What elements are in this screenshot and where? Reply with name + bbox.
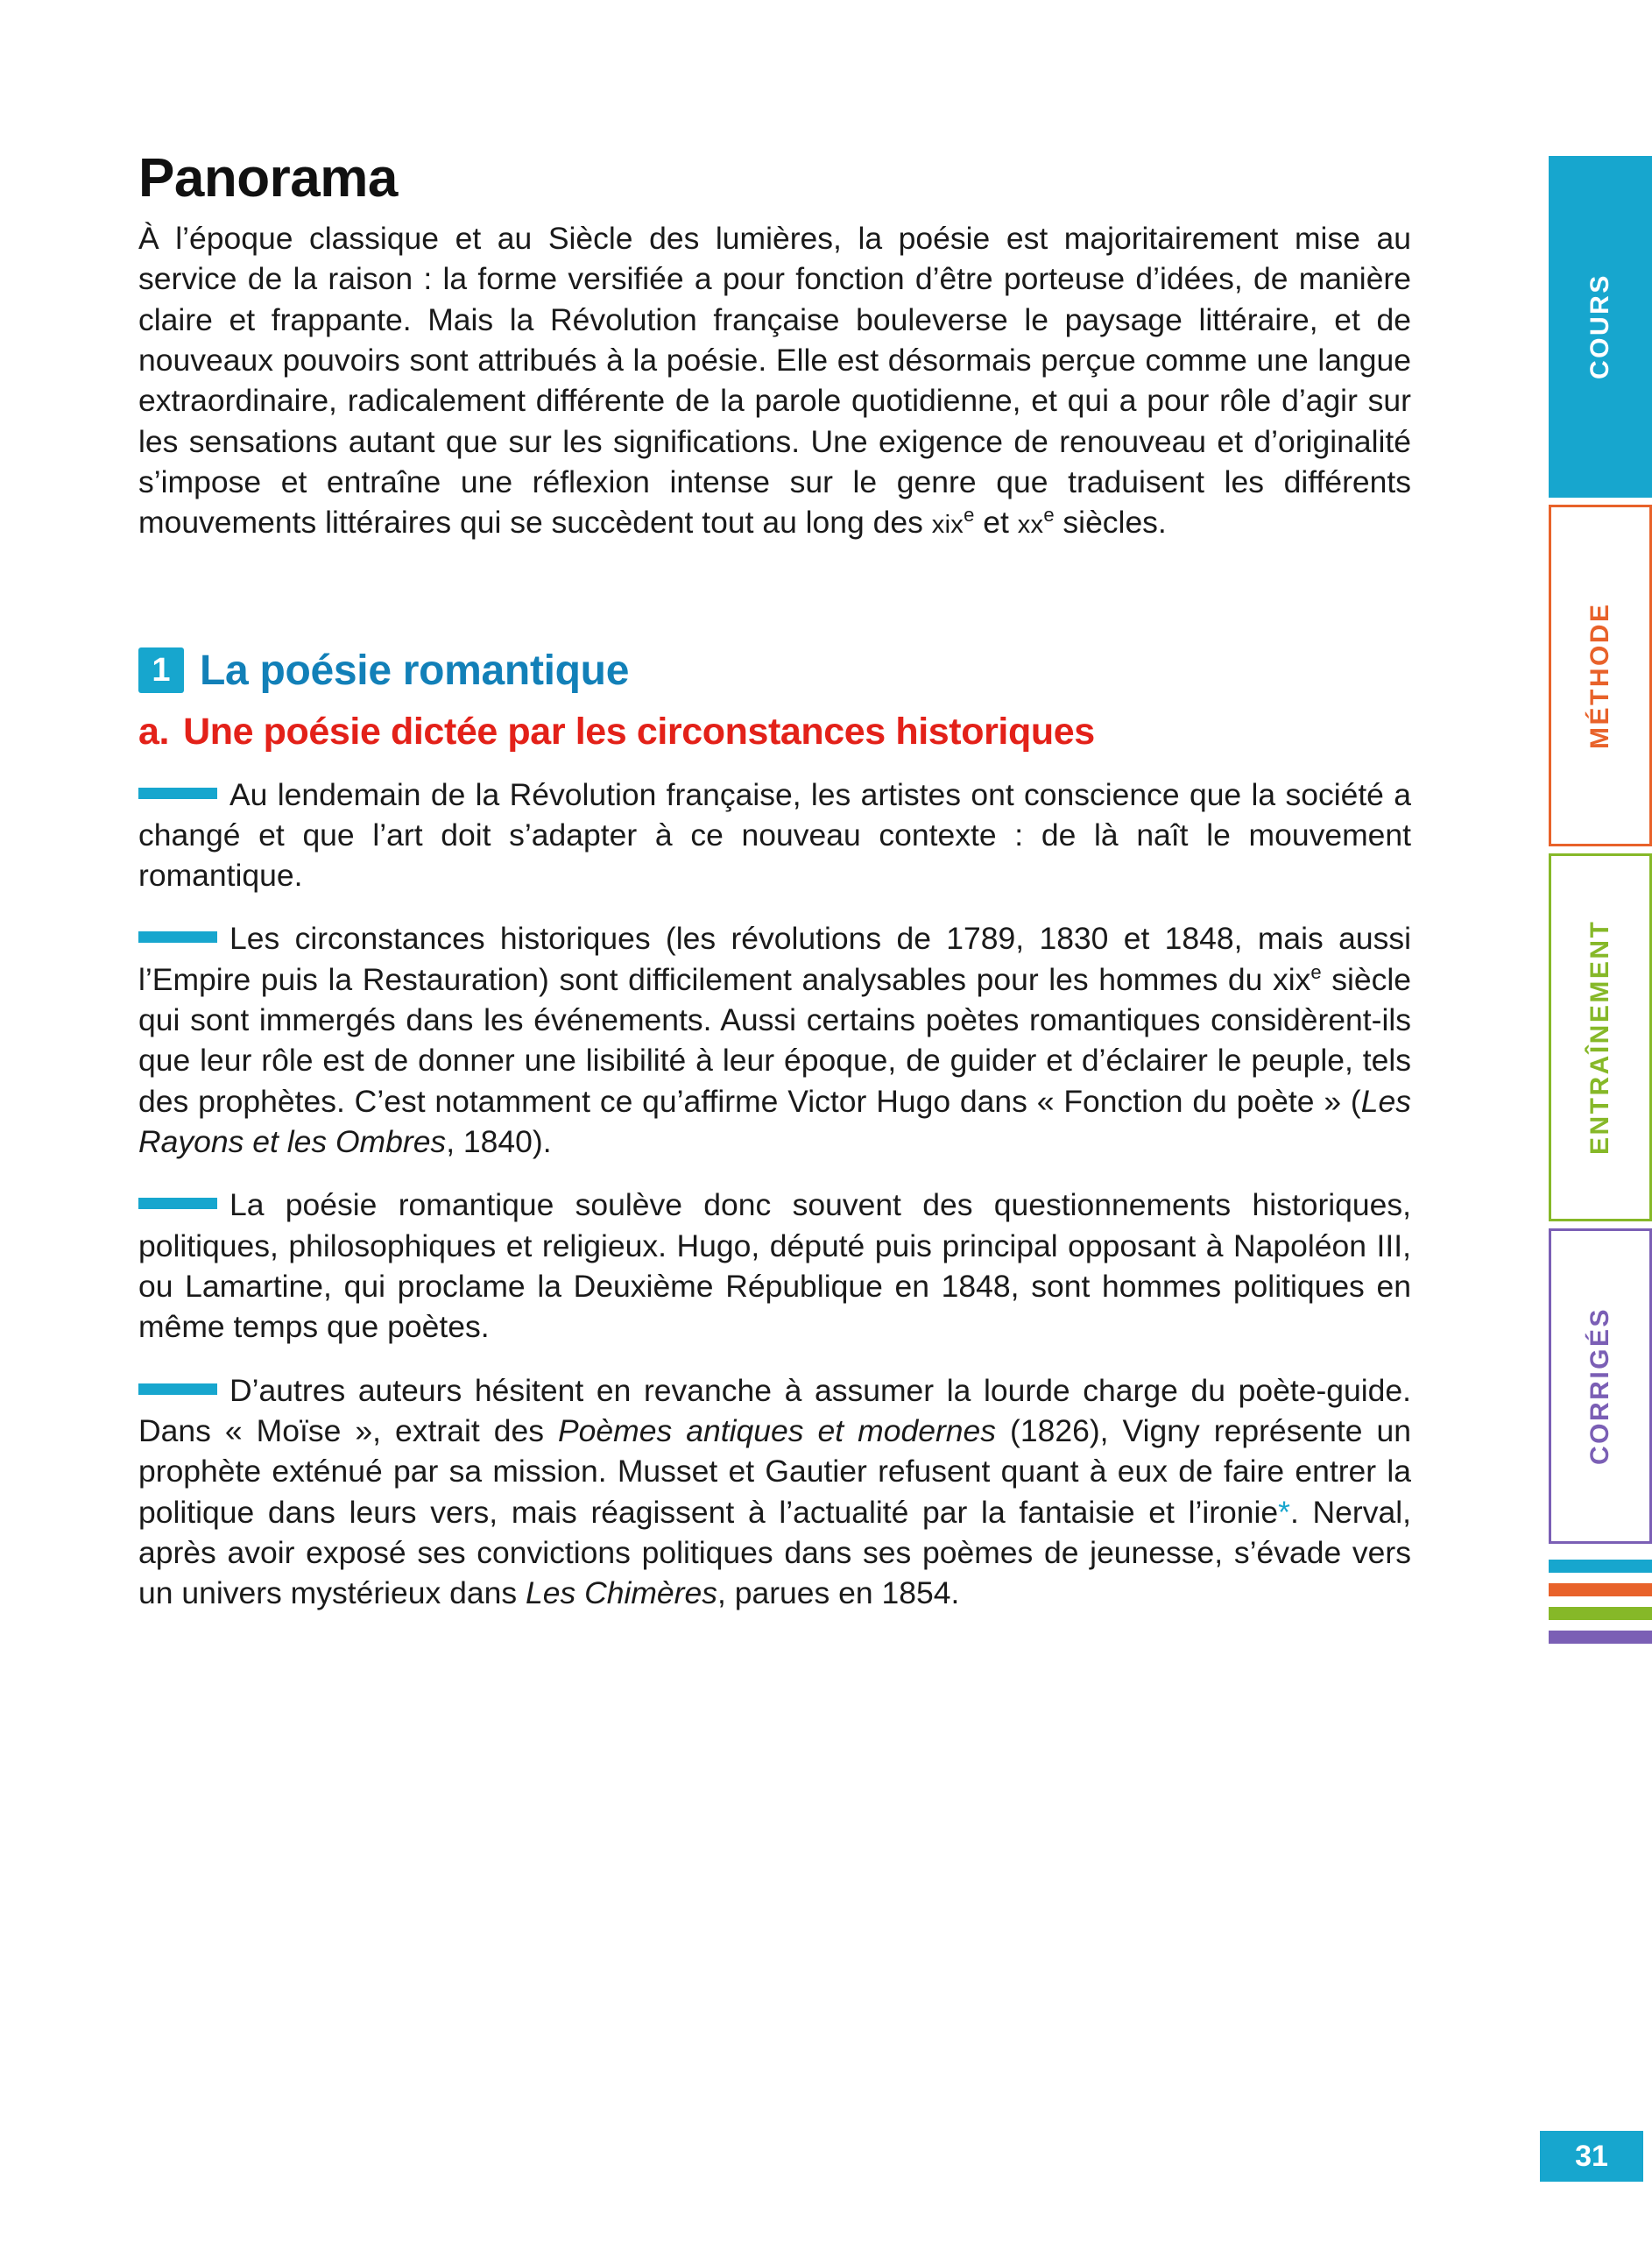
body-paragraph-4-text-b: (1826), Vigny représente un prophète exténué par sa mission. Musset et Gautier refusent quant à eux de faire entrer la politique dans leurs vers, mais réagissent à l’actualité par la fantaisie et l’ironie <box>138 1412 1411 1530</box>
rail-bar-blue <box>1549 1560 1652 1573</box>
intro-century-19-sup: e <box>964 504 975 527</box>
body-paragraph-4-work-title-1: Poèmes antiques et modernes <box>558 1412 997 1448</box>
intro-text-part-1: À l’époque classique et au Siècle des lumières, la poésie est majoritairement mise au service de la raison : la forme versifiée a pour fonction d’être porteuse d’idées, de manière claire et frappante. Mais la Révolution française bouleverse le paysage littéraire, et de nouveaux pouvoirs sont attribués à la poésie. Elle est désormais perçue comme une langue extraordinaire, radicalement différente de la parole quotidienne, et qui a pour rôle d’agir sur les sensations autant que sur les significations. Une exigence de renouveau et d’originalité s’impose et entraîne une réflexion intense sur le genre que traduisent les différents mouvements littéraires qui se succèdent tout au long des <box>138 221 1411 541</box>
paragraph-dash-icon <box>138 1198 217 1209</box>
paragraph-dash-icon <box>138 931 217 943</box>
body-paragraph-2-work-title: Les Rayons et les Ombres <box>138 1083 1411 1159</box>
body-paragraph-1 <box>138 775 1411 896</box>
body-paragraph-4-work-title-2: Les Chimères <box>525 1575 717 1611</box>
paragraph-dash-icon <box>138 788 217 799</box>
page-title: Panorama <box>138 148 398 209</box>
subsection-letter: a. <box>138 710 170 753</box>
body-paragraph-2-text-a: Les circonstances historiques (les révolutions de 1789, 1830 et 1848, mais aussi l’Empire puis la Restauration) sont difficilement analysables pour les hommes du <box>138 921 1411 997</box>
page-number: 31 <box>1540 2131 1643 2182</box>
body-paragraph-4-text-a: D’autres auteurs hésitent en revanche à assumer la lourde charge du poète-guide. Dans « Moïse », extrait des <box>138 1372 1411 1448</box>
section-title: La poésie romantique <box>200 647 630 694</box>
tab-corriges[interactable]: CORRIGÉS <box>1549 1228 1652 1544</box>
body-paragraph-4-text-c: . Nerval, après avoir exposé ses convictions politiques dans ses poèmes de jeunesse, s’évade vers un univers mystérieux dans <box>138 1494 1411 1611</box>
intro-text-end: siècles. <box>1054 505 1167 541</box>
body-paragraph-2-century: xix <box>1273 961 1311 997</box>
body-paragraph-1-text: Au lendemain de la Révolution française, les artistes ont conscience que la société a changé et que l’art doit s’adapter à ce nouveau contexte : de là naît le mouvement romantique. <box>138 776 1411 894</box>
intro-century-19: xix <box>931 511 964 540</box>
body-paragraph-3 <box>138 1185 1411 1347</box>
body-paragraph-2-century-sup: e <box>1310 960 1322 983</box>
body-paragraph-2-text-b: siècle qui sont immergés dans les événements. Aussi certains poètes romantiques considèrent-ils que leur rôle est de donner une lisibilité à leur époque, de guider et d’éclairer le peuple, tels des prophètes. C’est notamment ce qu’affirme Victor Hugo dans « Fonction du poète » ( <box>138 961 1411 1119</box>
paragraph-dash-icon <box>138 1383 217 1395</box>
tab-cours[interactable]: COURS <box>1549 156 1652 498</box>
intro-century-20-sup: e <box>1043 504 1055 527</box>
body-paragraph-4 <box>138 1370 1411 1614</box>
body-paragraph-2 <box>138 918 1411 1162</box>
rail-color-bars <box>1549 1560 1652 1644</box>
intro-century-20: xx <box>1017 511 1044 540</box>
section-tab-rail <box>1540 156 1652 1654</box>
main-content <box>138 147 1411 1613</box>
rail-bar-green <box>1549 1607 1652 1620</box>
body-paragraph-2-text-c: , 1840). <box>446 1124 552 1159</box>
intro-text-mid: et <box>974 505 1018 541</box>
glossary-asterisk: * <box>1278 1494 1290 1530</box>
tab-entrainement[interactable]: ENTRAÎNEMENT <box>1549 853 1652 1221</box>
section-number-badge: 1 <box>138 647 184 693</box>
body-paragraph-3-text: La poésie romantique soulève donc souvent des questionnements historiques, politiques, philosophiques et religieux. Hugo, député puis principal opposant à Napoléon III, ou Lamartine, qui proclame la Deuxième République en 1848, sont hommes politiques en même temps que poètes. <box>138 1187 1411 1345</box>
rail-bar-purple <box>1549 1631 1652 1644</box>
section-heading <box>138 647 1411 695</box>
tab-methode[interactable]: MÉTHODE <box>1549 505 1652 846</box>
intro-paragraph <box>138 218 1411 543</box>
subsection-heading <box>138 711 1411 754</box>
body-paragraph-4-text-d: , parues en 1854. <box>717 1575 960 1611</box>
subsection-title: Une poésie dictée par les circonstances historiques <box>183 710 1095 753</box>
rail-bar-orange <box>1549 1583 1652 1596</box>
